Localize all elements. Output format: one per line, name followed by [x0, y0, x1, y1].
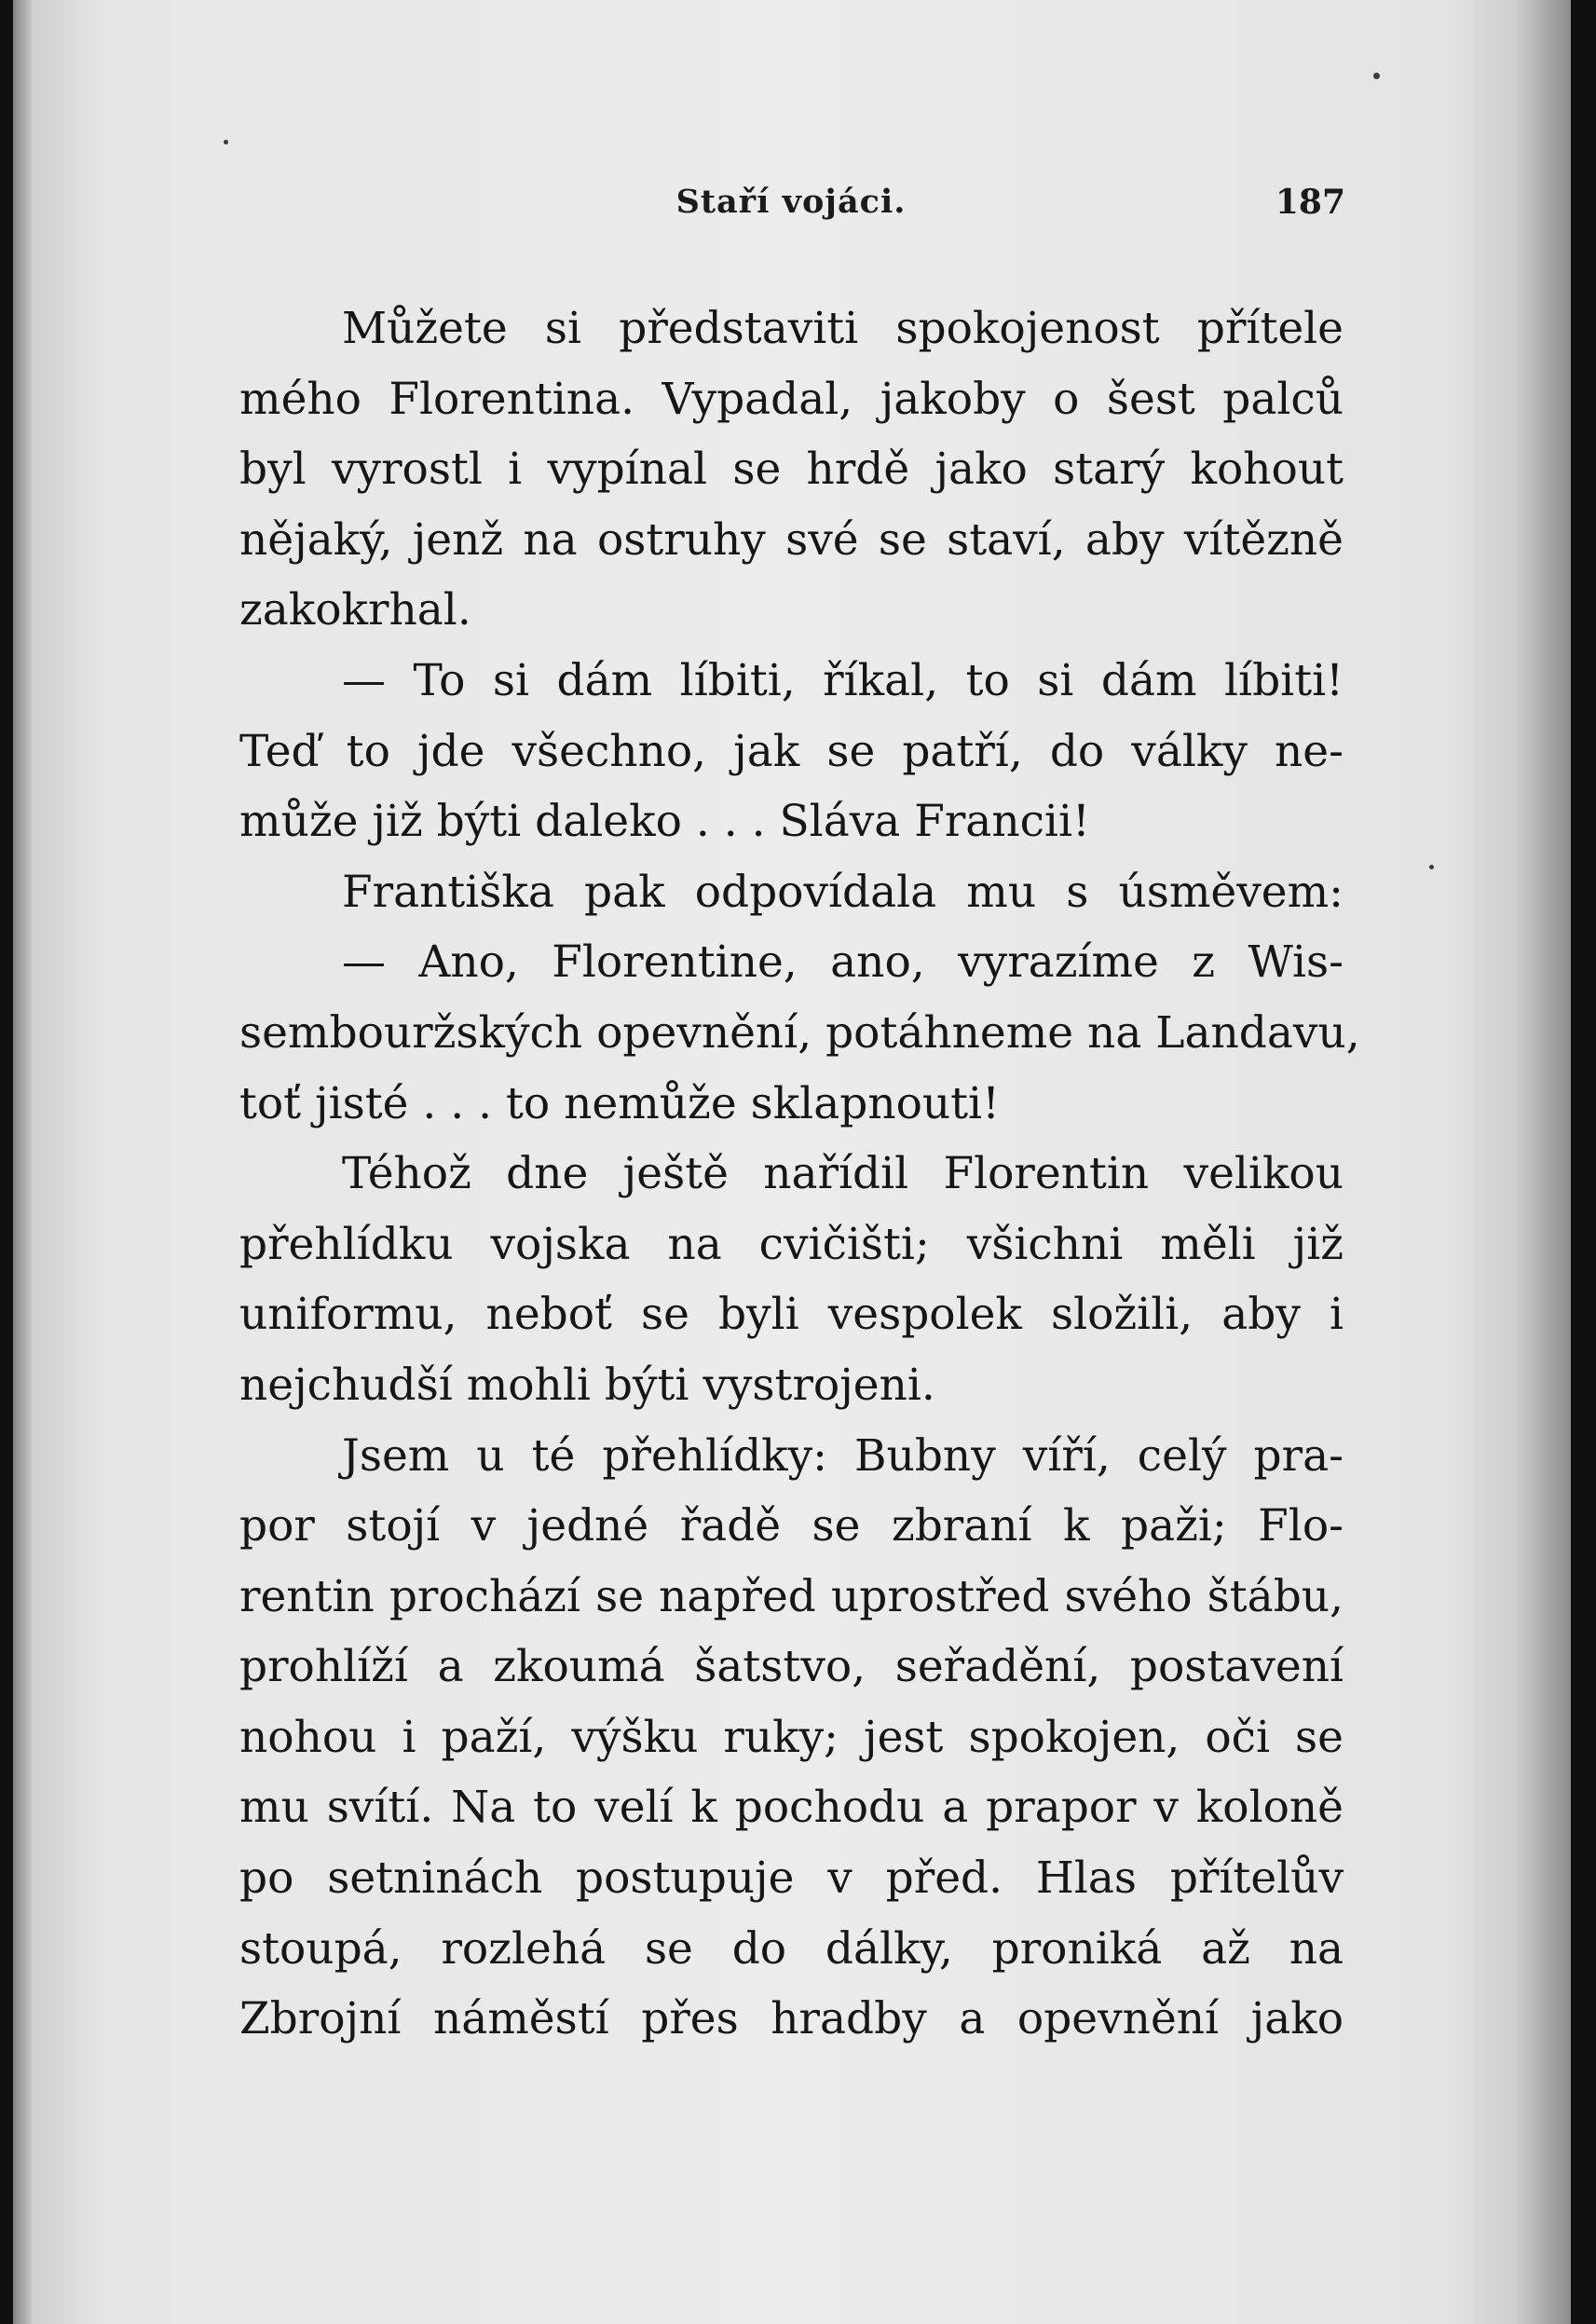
text-line: Františka pak odpovídala mu s úsměvem:	[342, 866, 1344, 918]
text-line: — To si dám líbiti, říkal, to si dám líbiti!	[342, 654, 1344, 706]
text-line: Můžete si představiti spokojenost přítele	[342, 303, 1344, 354]
text-line: prohlíží a zkoumá šatstvo, seřadění, postavení	[239, 1641, 1344, 1693]
paper-speck	[1429, 865, 1434, 869]
text-line: — Ano, Florentine, ano, vyrazíme z Wis-	[342, 936, 1344, 989]
page-header	[237, 179, 1345, 226]
text-line: sembouržských opevnění, potáhneme na Landavu,	[239, 1006, 1360, 1059]
text-line: stoupá, rozlehá se do dálky, proniká až na	[239, 1922, 1344, 1975]
text-line: mého Florentina. Vypadal, jakoby o šest palců	[239, 373, 1344, 425]
text-line: Téhož dne ještě nařídil Florentin velikou	[342, 1148, 1344, 1200]
text-line: toť jisté . . . to nemůže sklapnouti!	[239, 1077, 1000, 1129]
paper-speck	[224, 140, 228, 144]
text-line: uniformu, neboť se byli vespolek složili, aby i	[239, 1289, 1344, 1341]
text-line: Zbrojní náměstí přes hradby a opevnění jako	[239, 1993, 1344, 2045]
text-line: zakokrhal.	[239, 584, 471, 636]
text-line: mu svítí. Na to velí k pochodu a prapor v koloně	[239, 1782, 1344, 1834]
text-line: nejchudší mohli býti vystrojeni.	[239, 1359, 935, 1411]
text-line: por stojí v jedné řadě se zbraní k paži; Flo-	[239, 1500, 1344, 1552]
text-line: po setninách postupuje v před. Hlas přítelův	[239, 1852, 1344, 1905]
text-line: Teď to jde všechno, jak se patří, do války ne-	[239, 725, 1344, 777]
page-number: 187	[1275, 183, 1345, 222]
text-line: nějaký, jenž na ostruhy své se staví, aby vítězně	[239, 513, 1344, 566]
text-line: rentin prochází se napřed uprostřed svého štábu,	[239, 1570, 1344, 1622]
body-text	[239, 294, 1360, 2055]
edge-shadow	[1515, 0, 1571, 2324]
paper-speck	[1373, 73, 1380, 79]
text-line: může již býti daleko . . . Sláva Francii!	[239, 796, 1090, 848]
running-title: Staří vojáci.	[675, 183, 907, 221]
text-line: Jsem u té přehlídky: Bubny víří, celý pra-	[342, 1429, 1344, 1482]
text-line: byl vyrostl i vypínal se hrdě jako starý kohout	[239, 444, 1344, 496]
book-page	[13, 0, 1571, 2324]
text-line: nohou i paží, výšku ruky; jest spokojen, oči se	[239, 1711, 1344, 1763]
gutter-shadow	[13, 0, 34, 2324]
text-line: přehlídku vojska na cvičišti; všichni měli již	[239, 1218, 1344, 1270]
